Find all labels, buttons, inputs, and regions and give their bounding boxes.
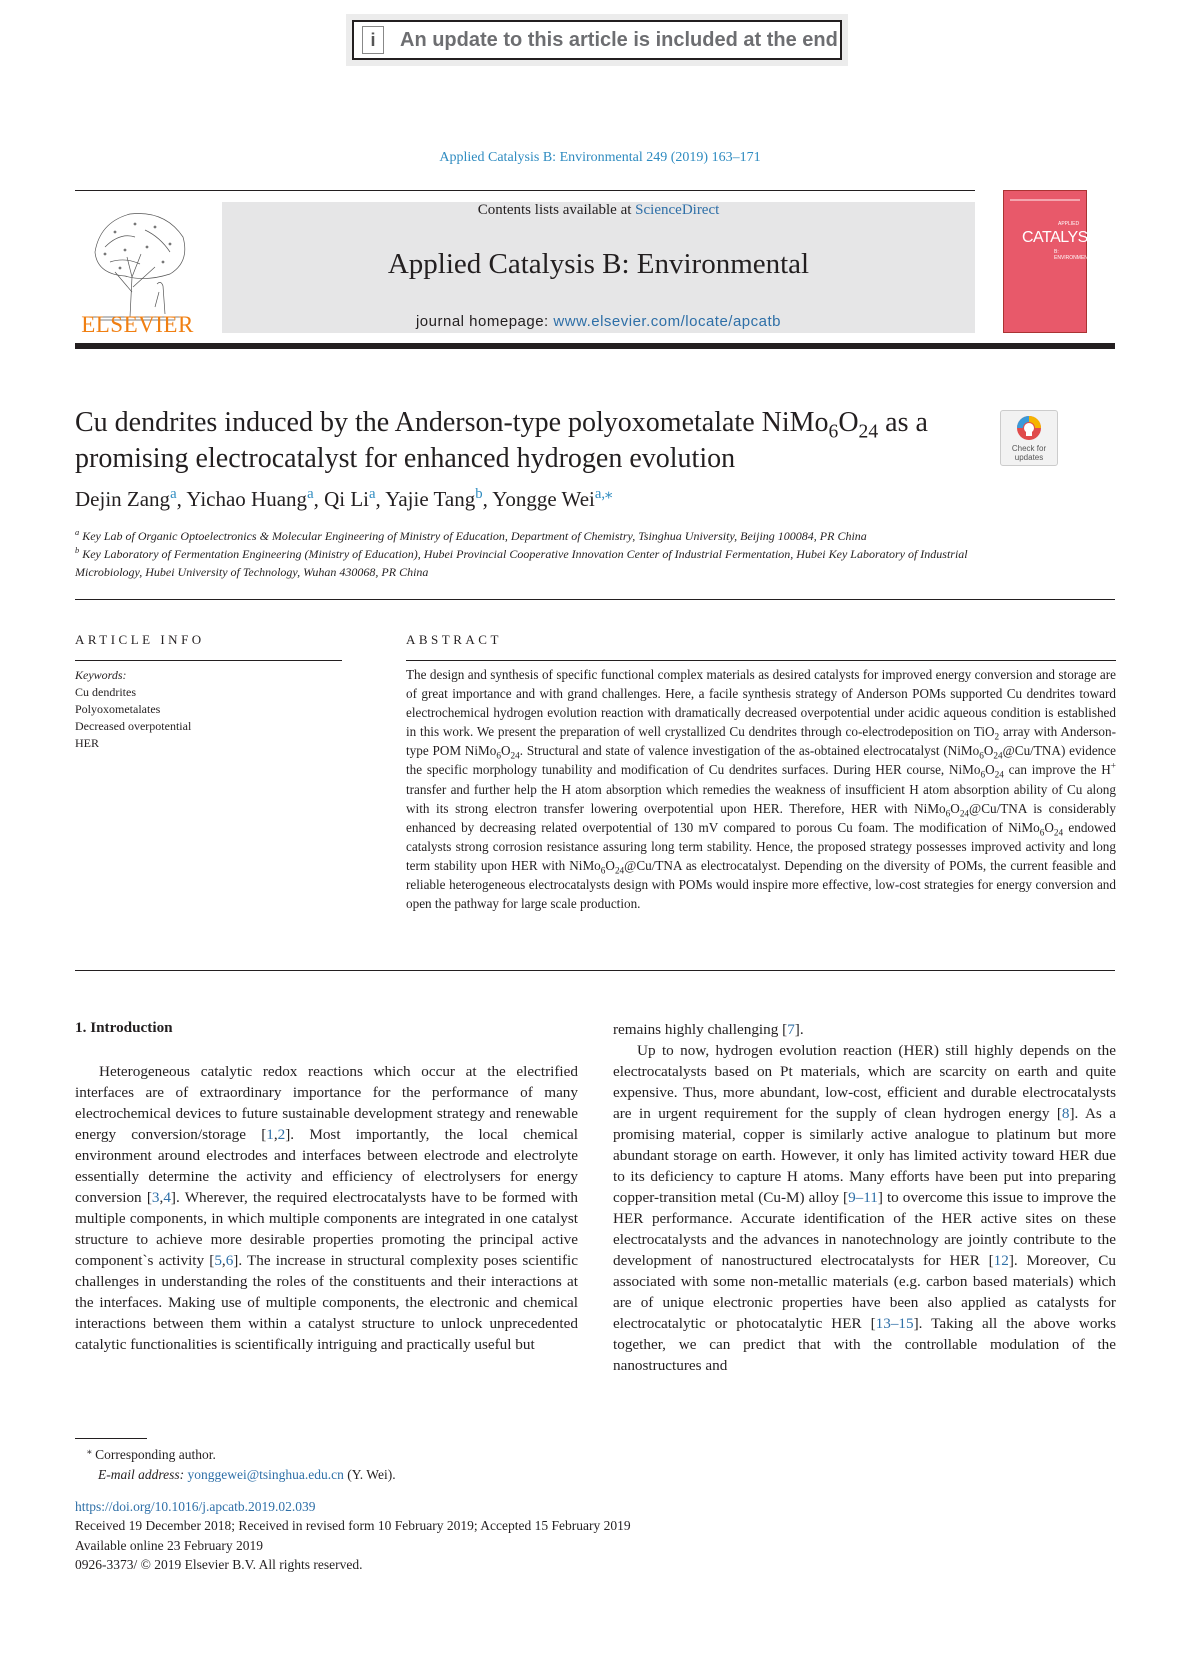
sciencedirect-link[interactable]: ScienceDirect	[635, 202, 720, 218]
abstract-heading: ABSTRACT	[406, 632, 502, 647]
intro-left-column: Heterogeneous catalytic redox reactions which occur at the electrified interfaces are of extraordinary importance for the performance of many electrochemical devices to future sustainable development strategy and renewable energy conversion/storage [1,2]. Most importantly, the local chemical environment around electrodes and interfaces between electrode and electrolyte essentially determine the activity and efficiency of electrolysers for energy conversion [3,4]. Wherever, the required electrocatalysts have to be formed with multiple components, in which multiple components are integrated in one catalyst structure to achieve more desirable properties promoting the principal active component`s activity [5,6]. The increase in structural complexity poses scientific challenges in understanding the roles of the constituents and their interactions at the interfaces. Making use of multiple components, the electronic and chemical interactions between them within a catalyst structure to unlock unprecedented catalytic functionalities is scientifically intriguing and practically useful but	[75, 1063, 578, 1353]
copyright: 0926-3373/ © 2019 Elsevier B.V. All rights reserved.	[75, 1557, 363, 1573]
cover-title: CATALYSIS	[1022, 229, 1102, 246]
author[interactable]: Yichao Huang	[186, 487, 308, 511]
author-list: Dejin Zang$^a$, Yichao Huang$^a$, Qi Li$^a$, Yajie Tang$^b$, Yongge Wei$^{a,⁎}$	[75, 486, 613, 511]
corresponding-author-footnote: ⁎ Corresponding author. E-mail address: yonggewei@tsinghua.edu.cn (Y. Wei).	[87, 1446, 396, 1482]
citation-link[interactable]: 8	[1061, 1105, 1070, 1122]
keyword: Cu dendrites	[75, 685, 136, 699]
cover-stripe	[1010, 199, 1080, 201]
keyword: Decreased overpotential	[75, 719, 192, 733]
paragraph: Up to now, hydrogen evolution reaction (HER) still highly depends on the electrocatalysts based on Pt materials, which are scarcity on earth and quite expensive. Thus, more abundant, low-cost, efficient and durable electrocatalysts are in urgent requirement for the supply of clean hydrogen energy [8]. As a promising material, copper is similarly active analogue to platinum but more abundant storage on earth. However, it only has limited activity toward HER due to its deficiency to capture H atoms. Many efforts have been put into preparing copper-transition metal (Cu-M) alloy [9–11] to overcome this issue to improve the HER performance. Accurate identification of the HER active sites on these electrocatalysts and the advances in nanotechnology are jointly contribute to the development of nanostructured electrocatalysts for HER [12]. Moreover, Cu associated with some non-metallic materials (e.g. carbon based materials) which are of unique electronic properties have been also applied as catalysts for electrocatalytic or photocatalytic HER [13–15]. Taking all the above works together, we can predict that with the controllable modulation of the nanostructures and	[613, 1042, 1116, 1374]
citation-link[interactable]: 5	[214, 1252, 222, 1269]
affiliation-b: $^b$ Key Laboratory of Fermentation Engineering (Ministry of Education), Hubei Provincial Cooperative Innovation Center of Industrial Fermentation, Hubei Key Laboratory of Industrial Microbiology, Hubei University of Technology, Wuhan 430068, PR China	[75, 546, 968, 579]
keywords-label: Keywords:	[75, 668, 127, 682]
journal-homepage	[222, 313, 975, 330]
update-banner[interactable]	[352, 20, 842, 60]
contents-prefix: Contents lists available at	[477, 202, 636, 218]
homepage-link[interactable]: www.elsevier.com/locate/apcatb	[553, 313, 782, 330]
keyword: HER	[75, 736, 99, 750]
check-updates-label: Check for updates	[1011, 444, 1047, 462]
check-updates-icon	[1001, 411, 1057, 443]
citation-link[interactable]: 4	[163, 1189, 171, 1206]
doi-link[interactable]: https://doi.org/10.1016/j.apcatb.2019.02.039	[75, 1499, 316, 1514]
publication-info	[75, 1497, 631, 1575]
author[interactable]: Yajie Tang	[385, 487, 476, 511]
footnote-divider	[75, 1438, 147, 1439]
affiliation-a: $^a$ Key Lab of Organic Optoelectronics & Molecular Engineering of Ministry of Education, Department of Chemistry, Tsinghua University, Beijing 100084, PR China	[75, 528, 867, 543]
citation-link[interactable]: 2	[277, 1126, 286, 1143]
received-dates: Received 19 December 2018; Received in revised form 10 February 2019; Accepted 15 February 2019	[75, 1518, 631, 1534]
citation-link[interactable]: 9–11	[848, 1189, 878, 1206]
section-heading-introduction: 1. Introduction	[75, 1019, 173, 1036]
journal-title: Applied Catalysis B: Environmental	[387, 248, 810, 280]
article-info-rule	[75, 660, 342, 661]
cover-subtitle: B: ENVIRONMENTAL	[1054, 249, 1097, 261]
top-divider	[75, 190, 975, 191]
journal-cover-thumbnail[interactable]	[1003, 190, 1102, 333]
paragraph: remains highly challenging [7].	[613, 1021, 804, 1038]
citation-link[interactable]: 13–15	[875, 1315, 914, 1332]
author[interactable]: Qi Li	[324, 487, 370, 511]
citation-link[interactable]: 12	[993, 1252, 1009, 1269]
email-link[interactable]: yonggewei@tsinghua.edu.cn	[187, 1467, 344, 1482]
intro-right-column	[613, 1019, 1116, 1376]
citation-link[interactable]: 1	[266, 1126, 274, 1143]
abstract-text: The design and synthesis of specific functional complex materials as desired catalysts for improved energy conversion and storage are of great importance and with grand challenges. Here, a facile synthesis strategy of Anderson POMs supported Cu dendrites toward electrochemical hydrogen evolution reaction with dramatically decreased overpotential under acidic aqueous condition is established in this work. We present the preparation of well crystallized Cu dendrites through co-electrodeposition on TiO$_2$ array with Anderson-type POM $NiMo_6O_{24}$. Structural and state of valence investigation of the as-obtained electrocatalyst $(NiMo_6O_{24}@Cu/TNA)$ evidence the specific morphology tunability and modification of Cu dendrites surfaces. During HER course, $NiMo_6O_{24}$ can improve the H+ transfer and further help the H atom absorption which remedies the weakness of insufficient H atom absorption ability of Cu along with its strong electron transfer lowering overpotential upon HER. Therefore, HER with $NiMo_6O_{24}@Cu$/TNA is considerably enhanced by decreasing related overpotential of 130 mV compared to porous Cu foam. The modification of $NiMo_6O_{24}$ endowed catalysts strong corrosion resistance assuring long term stability. Hence, the proposed strategy possesses improved activity and long term stability upon HER with $NiMo_6O_{24}@Cu$/TNA as electrocatalyst. Depending on the diversity of POMs, the current feasible and reliable heterogeneous electrocatalysts design with POMs would inspire more effective, low-cost strategies for energy conversion and open the pathway for large scale production.	[406, 667, 1116, 912]
abstract-bottom-divider	[75, 970, 1115, 971]
author[interactable]: Yongge Wei	[492, 487, 595, 511]
info-icon: i	[362, 26, 384, 54]
update-banner-text: An update to this article is included at the end	[400, 28, 838, 51]
article-info-heading: ARTICLE INFO	[75, 632, 205, 647]
citation-link[interactable]: 7	[787, 1021, 795, 1038]
keyword: Polyoxometalates	[75, 702, 161, 716]
citation-link[interactable]: 3	[151, 1189, 160, 1206]
abstract-rule	[406, 660, 1116, 661]
author[interactable]: Dejin Zang	[75, 487, 171, 511]
article-title: Cu dendrites induced by the Anderson-type polyoxometalate $NiMo_6O_{24}$ as a promising electrocatalyst for enhanced hydrogen evolution	[75, 407, 928, 474]
homepage-prefix: journal homepage:	[415, 313, 554, 330]
contents-availability	[222, 202, 975, 219]
check-for-updates-badge[interactable]	[1000, 410, 1058, 466]
cover-applied: APPLIED	[1058, 221, 1080, 227]
publisher-name: ELSEVIER	[81, 312, 194, 337]
available-online: Available online 23 February 2019	[75, 1537, 263, 1553]
affiliation-divider	[75, 599, 1115, 600]
masthead-divider	[75, 343, 1115, 349]
keywords-block	[75, 667, 191, 752]
affiliations	[75, 527, 1035, 581]
journal-citation[interactable]: Applied Catalysis B: Environmental 249 (2019) 163–171	[439, 150, 761, 165]
citation-link[interactable]: 6	[225, 1252, 234, 1269]
